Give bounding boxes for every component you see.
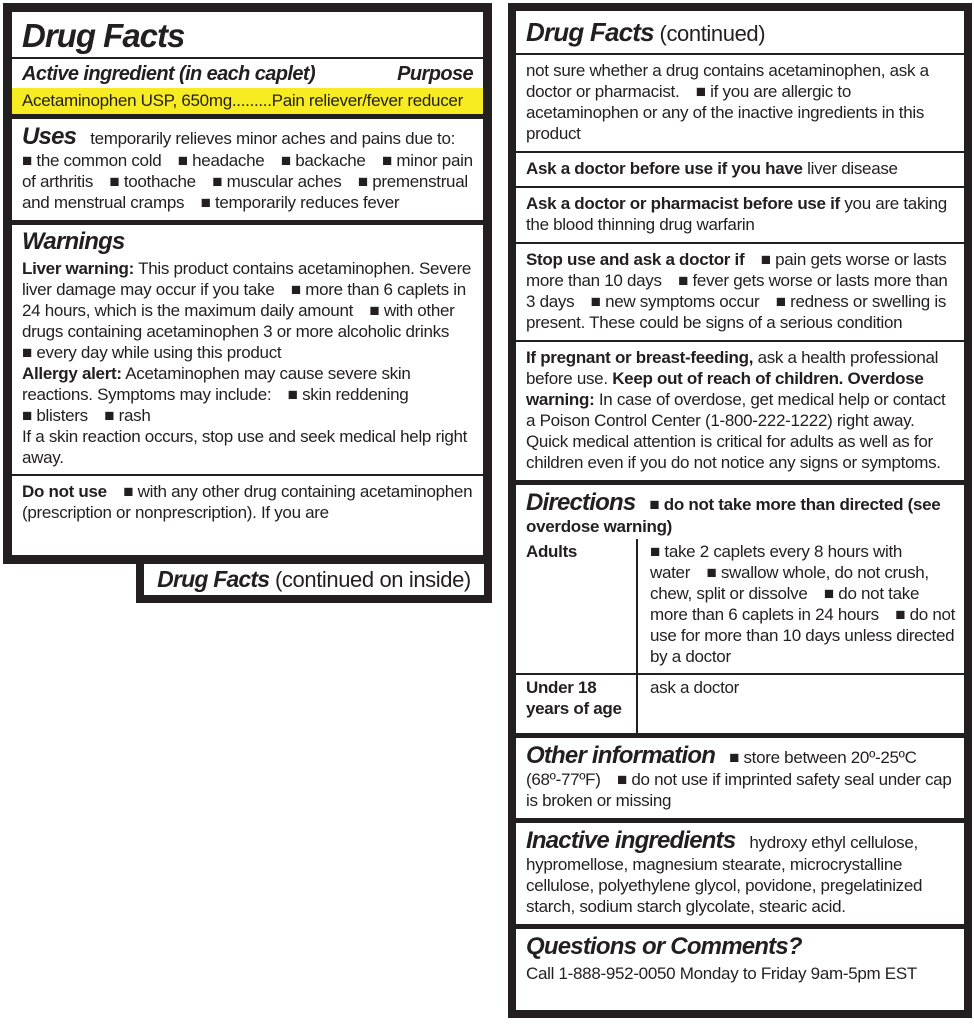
questions-phone-line: Call 1-888-952-0050 Monday to Friday 9am-5pm EST <box>526 964 917 983</box>
front-title-row <box>12 12 483 57</box>
liver-warning-paragraph: Liver warning: This product contains acetaminophen. Severe liver damage may occur if you take ■ more than 6 caplets in 24 hours, which is the maximum daily amount ■ with other drugs containing acetaminophen 3 or more alcoholic drinks ■ every day while using this product <box>22 259 472 362</box>
directions-row-adults <box>516 539 964 673</box>
active-ingredient-value: Acetaminophen USP, 650mg.........Pain reliever/fever reducer <box>22 91 463 110</box>
questions-section <box>516 929 964 991</box>
questions-heading: Questions or Comments? <box>526 933 802 960</box>
directions-label-under-18: Under 18 years of age <box>526 678 622 718</box>
active-ingredient-heading: Active ingredient (in each caplet) <box>22 63 316 85</box>
directions-heading-row <box>516 485 964 539</box>
directions-heading: Directions <box>526 489 636 516</box>
inactive-ingredients-heading: Inactive ingredients <box>526 827 736 854</box>
do-not-use-continuation-paragraph: not sure whether a drug contains acetaminophen, ask a doctor or pharmacist. ■ if you are allergic to acetaminophen or any of the inactive ingredients in this product <box>526 61 929 143</box>
inactive-ingredients-text: hydroxy ethyl cellulose, hypromellose, magnesium stearate, microcrystalline cellulose, polyethylene glycol, povidone, pregelatinized starch, sodium starch glycolate, stearic acid. <box>526 833 923 916</box>
continued-on-inside-banner <box>136 556 492 603</box>
inactive-ingredients-section <box>516 823 964 924</box>
ask-doctor-or-pharmacist-paragraph: Ask a doctor or pharmacist before use if you are taking the blood thinning drug warfarin <box>526 194 947 234</box>
uses-section <box>12 119 483 220</box>
directions-cell-under-18: ask a doctor <box>636 675 964 733</box>
front-panel <box>3 3 492 564</box>
other-information-text: ■ store between 20º-25ºC (68º-77ºF) ■ do not use if imprinted safety seal under cap is broken or missing <box>526 748 952 810</box>
uses-heading: Uses <box>22 123 77 150</box>
directions-lead-text: ■ do not take more than directed (see overdose warning) <box>526 495 941 536</box>
active-ingredient-highlight-row <box>12 88 483 114</box>
other-information-heading: Other information <box>526 742 716 769</box>
continued-panel <box>508 3 972 1018</box>
pregnancy-overdose-paragraph: If pregnant or breast-feeding, ask a health professional before use. Keep out of reach of children. Overdose warning: In case of overdose, get medical help or contact a Poison Control Center (1-800-222-1222) right away. Quick medical attention is critical for adults as well as for children even if you do not notice any signs or symptoms. <box>526 348 946 472</box>
other-information-section <box>516 738 964 818</box>
skin-reaction-paragraph: If a skin reaction occurs, stop use and seek medical help right away. <box>22 427 468 467</box>
warnings-section <box>12 225 483 474</box>
purpose-heading: Purpose <box>397 63 473 85</box>
directions-cell-adults: ■ take 2 caplets every 8 hours with water ■ swallow whole, do not crush, chew, split or dissolve ■ do not take more than 6 caplets in 24 hours ■ do not use for more than 10 days unless directed by a doctor <box>636 539 964 673</box>
banner-suffix: (continued on inside) <box>269 566 471 592</box>
stop-use-paragraph: Stop use and ask a doctor if ■ pain gets worse or lasts more than 10 days ■ fever gets worse or lasts more than 3 days ■ new symptoms occur ■ redness or swelling is present. These could be signs of a serious condition <box>526 250 948 332</box>
directions-row-under-18 <box>516 673 964 733</box>
drug-facts-continued-title: Drug Facts <box>526 17 654 47</box>
allergy-alert-paragraph: Allergy alert: Acetaminophen may cause severe skin reactions. Symptoms may include: ■ skin reddening ■ blisters ■ rash <box>22 364 425 425</box>
continued-title-row <box>516 11 964 53</box>
drug-facts-title: Drug Facts <box>22 17 185 54</box>
directions-label-adults: Adults <box>526 542 578 561</box>
ask-doctor-paragraph: Ask a doctor before use if you have liver disease <box>526 159 898 178</box>
continued-suffix: (continued) <box>653 21 766 46</box>
active-ingredient-heading-row <box>12 59 483 88</box>
uses-text: temporarily relieves minor aches and pains due to: ■ the common cold ■ headache ■ backache ■ minor pain of arthritis ■ toothache ■ muscular aches ■ premenstrual and menstrual cramps ■ temporarily reduces fever <box>22 129 473 212</box>
warnings-heading: Warnings <box>22 228 125 255</box>
banner-title: Drug Facts <box>157 566 270 592</box>
do-not-use-paragraph: Do not use ■ with any other drug containing acetaminophen (prescription or nonprescription). If you are <box>22 482 473 522</box>
